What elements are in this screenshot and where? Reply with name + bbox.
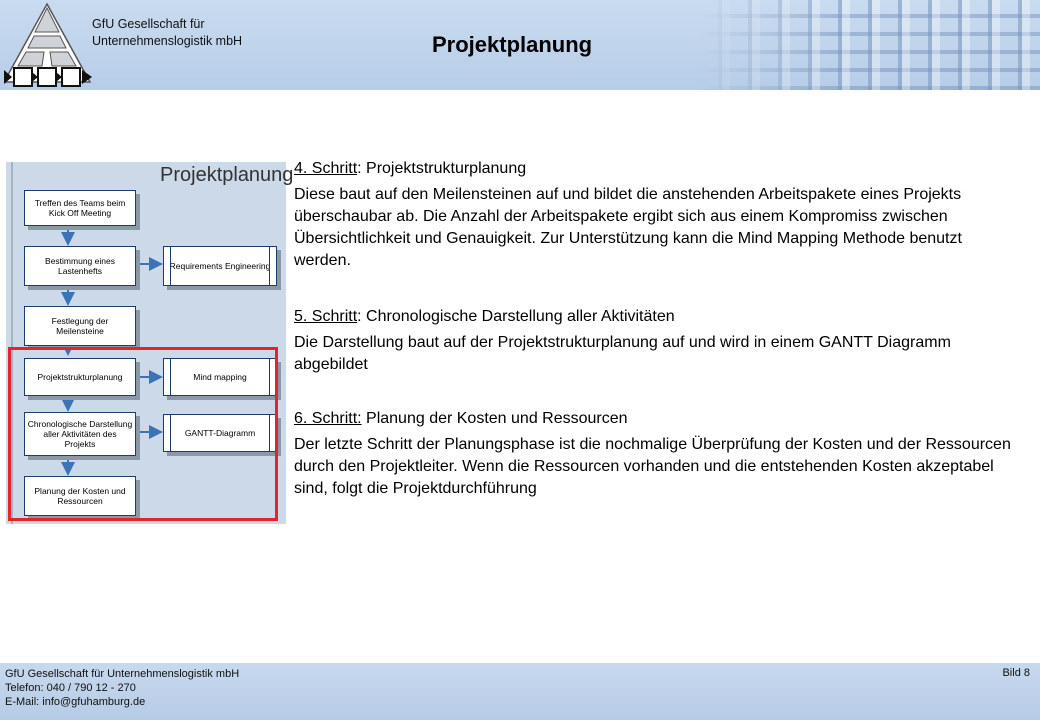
box-meilensteine-label: Festlegung der Meilensteine — [51, 316, 109, 336]
step-6-heading — [294, 408, 1014, 430]
box-kosten-label: Planung der Kosten und Ressourcen — [34, 486, 126, 506]
step-4-label: 4. Schritt — [294, 160, 358, 177]
step-5-body: Die Darstellung baut auf der Projektstrukturplanung auf und wird in einem GANTT Diagramm abgebildet — [294, 334, 951, 373]
step-5 — [294, 306, 1014, 376]
step-4 — [294, 158, 1014, 272]
step-6 — [294, 408, 1014, 500]
footer-band — [0, 663, 1040, 720]
footer-email: E-Mail: info@gfuhamburg.de — [5, 696, 146, 708]
step-6-body: Der letzte Schritt der Planungsphase ist die nochmalige Überprüfung der Kosten und der Ressourcen durch den Projektleiter. Wenn die Ressourcen vorhanden und die entstehenden Kosten akzeptabel sind, folgt die Projektdurchführung — [294, 436, 1011, 497]
box-kickoff-label: Treffen des Teams beim Kick Off Meeting — [34, 198, 126, 218]
box-lastenheft — [24, 246, 136, 286]
step-4-heading — [294, 158, 1014, 180]
page-number: Bild 8 — [1002, 667, 1030, 679]
company-line-2: Unternehmenslogistik mbH — [92, 34, 243, 48]
box-mindmap-label: Mind mapping — [193, 372, 247, 382]
footer-phone: Telefon: 040 / 790 12 - 270 — [5, 682, 136, 694]
footer-company: GfU Gesellschaft für Unternehmenslogistik mbH — [5, 668, 240, 680]
box-kickoff — [24, 190, 136, 226]
header-band — [0, 0, 1040, 90]
step-6-heading-text: Planung der Kosten und Ressourcen — [361, 410, 628, 427]
box-requirements-label: Requirements Engineering — [169, 261, 271, 271]
step-5-label: 5. Schritt — [294, 308, 358, 325]
header-decoration — [700, 0, 1040, 90]
slide-title: Projektplanung — [432, 32, 593, 57]
step-4-heading-text: : Projektstrukturplanung — [357, 160, 527, 177]
box-gantt-label: GANTT-Diagramm — [184, 428, 256, 438]
highlight-frame — [8, 347, 278, 521]
footer-contact — [5, 667, 239, 709]
box-chrono-label: Chronologische Darstellung aller Aktivitäten des Projekts — [27, 419, 133, 449]
company-name — [92, 16, 242, 50]
box-psp-label: Projektstrukturplanung — [37, 372, 123, 382]
box-lastenheft-label: Bestimmung eines Lastenhefts — [45, 256, 115, 276]
box-requirements — [163, 246, 277, 286]
company-line-1: GfU Gesellschaft für — [92, 17, 205, 31]
step-5-heading-text: : Chronologische Darstellung aller Aktivitäten — [357, 308, 675, 325]
diagram-title: Projektplanung — [160, 164, 294, 186]
step-4-body: Diese baut auf den Meilensteinen auf und bildet die anstehenden Arbeitspakete eines Projekts überschaubar ab. Die Anzahl der Arbeitspakete ergibt sich aus einem Kompromiss zwischen Übersichtlichkeit und Genauigkeit. Zur Unterstützung kann die Mind Mapping Methode benutzt werden. — [294, 186, 962, 269]
step-5-heading — [294, 306, 1014, 328]
step-6-label: 6. Schritt: — [294, 410, 362, 427]
box-meilensteine — [24, 306, 136, 346]
company-logo — [4, 2, 94, 88]
